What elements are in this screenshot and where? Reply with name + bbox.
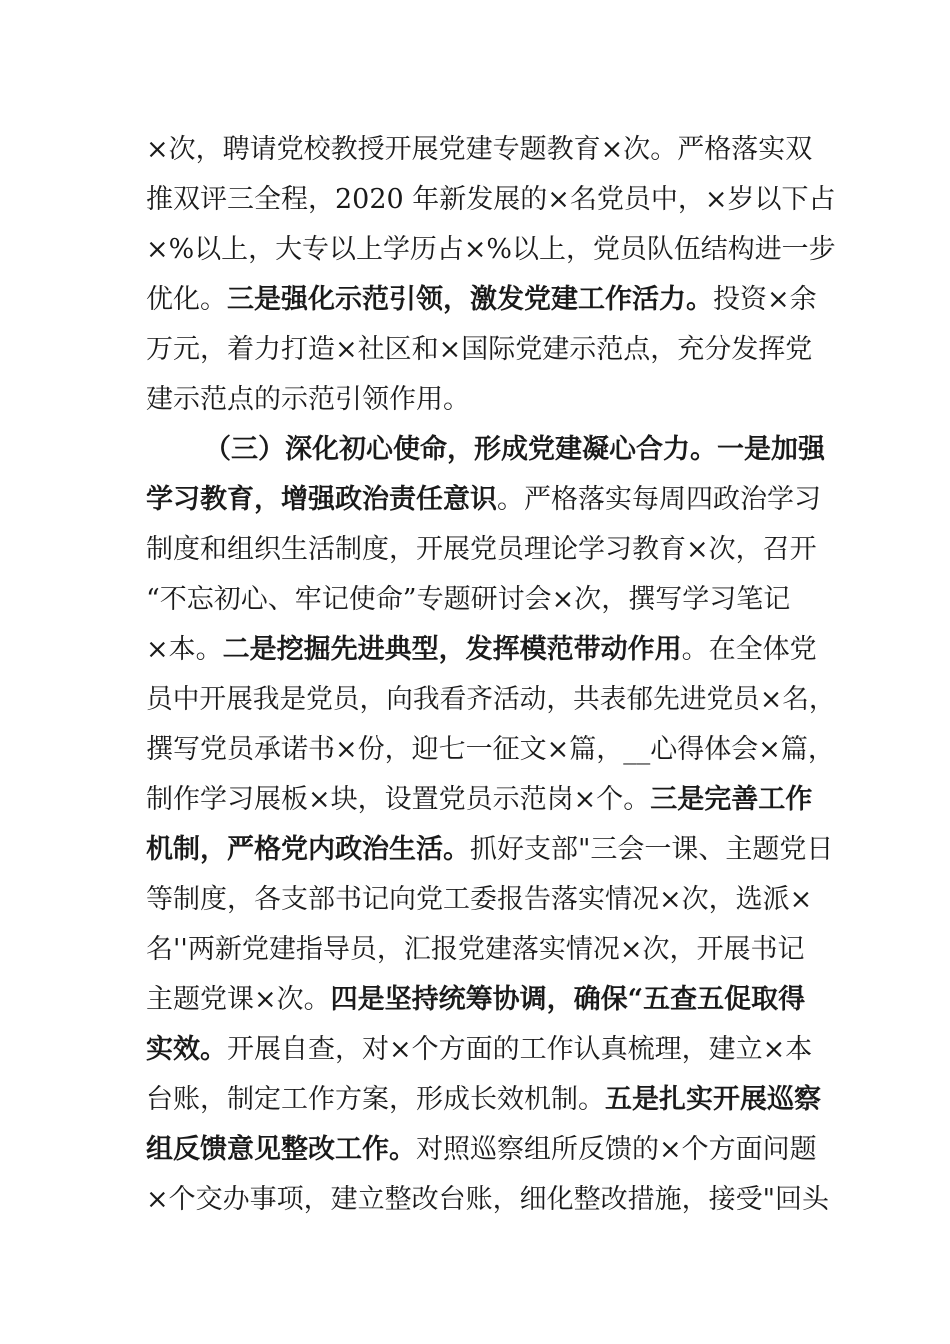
text-run: 抓好支部"三会一课、主题党日 <box>470 834 834 865</box>
text-run: ×%以上，大专以上学历占×%以上，党员队伍结构进一步 <box>146 234 836 265</box>
bold-heading-run: 学习教育，增强政治责任意识 <box>146 484 497 515</box>
bold-heading-run: 二是挖掘先进典型，发挥模范带动作用 <box>222 634 682 665</box>
text-line <box>146 130 812 170</box>
text-line <box>146 730 835 770</box>
text-line <box>146 830 833 870</box>
text-line <box>146 480 821 520</box>
text-line <box>146 280 817 320</box>
text-run: 撰写党员承诺书×份，迎七一征文×篇，__心得体会×篇， <box>146 734 835 765</box>
bold-heading-run: 机制，严格党内政治生活。 <box>146 834 470 865</box>
text-run: 等制度，各支部书记向党工委报告落实情况×次，选派× <box>146 884 813 915</box>
text-line <box>146 1130 817 1170</box>
bold-heading-run: 实效。 <box>146 1034 227 1065</box>
text-run: “不忘初心、牢记使命”专题研讨会×次，撰写学习笔记 <box>146 584 791 615</box>
bold-heading-run: 四是坚持统筹协调，确保“五查五促取得 <box>330 984 806 1015</box>
text-line <box>146 1030 812 1070</box>
bold-heading-run: 五是扎实开展巡察 <box>605 1084 821 1115</box>
text-line <box>146 530 817 570</box>
text-run: 员中开展我是党员，向我看齐活动，共表郁先进党员×名， <box>146 684 836 715</box>
text-run: ×次，聘请党校教授开展党建专题教育×次。严格落实双 <box>146 134 813 165</box>
bold-heading-run: 三是强化示范引领，激发党建工作活力。 <box>227 284 713 315</box>
text-line <box>146 930 804 970</box>
text-line <box>146 330 812 370</box>
text-run: 台账，制定工作方案，形成长效机制。 <box>146 1084 605 1115</box>
text-run: 投资×余 <box>713 284 817 315</box>
text-line <box>146 980 805 1020</box>
text-run: 名''两新党建指导员，汇报党建落实情况×次，开展书记 <box>146 934 805 965</box>
text-line <box>146 630 817 670</box>
text-run: 制作学习展板×块，设置党员示范岗×个。 <box>146 784 651 815</box>
text-run: 建示范点的示范引领作用。 <box>146 384 470 415</box>
text-run: 开展自查，对×个方面的工作认真梳理，建立×本 <box>227 1034 813 1065</box>
text-line <box>146 680 836 720</box>
bold-heading-run: 三是完善工作 <box>650 784 813 815</box>
text-run: ×本。 <box>146 634 223 665</box>
text-run: ×个交办事项，建立整改台账，细化整改措施，接受"回头 <box>146 1184 830 1215</box>
text-line <box>146 1180 829 1220</box>
text-run: 制度和组织生活制度，开展党员理论学习教育×次，召开 <box>146 534 817 565</box>
bold-heading-run: 组反馈意见整改工作。 <box>146 1134 416 1165</box>
text-run: 对照巡察组所反馈的×个方面问题 <box>416 1134 817 1165</box>
text-line <box>146 230 836 270</box>
text-line <box>146 1080 821 1120</box>
text-run: 主题党课×次。 <box>146 984 331 1015</box>
text-line <box>146 880 812 920</box>
text-run: 优化。 <box>146 284 227 315</box>
text-line <box>146 580 790 620</box>
text-run: 万元，着力打造×社区和×国际党建示范点，充分发挥党 <box>146 334 813 365</box>
text-run: 。严格落实每周四政治学习 <box>497 484 821 515</box>
section-heading-line <box>204 430 825 470</box>
section-heading: （三）深化初心使命，形成党建凝心合力。一是加强 <box>204 434 825 465</box>
text-line <box>146 780 812 820</box>
text-line <box>146 380 470 420</box>
text-line <box>146 180 836 220</box>
text-run: 。在全体党 <box>681 634 817 665</box>
text-run: 推双评三全程，2020 年新发展的×名党员中，×岁以下占 <box>146 184 836 215</box>
